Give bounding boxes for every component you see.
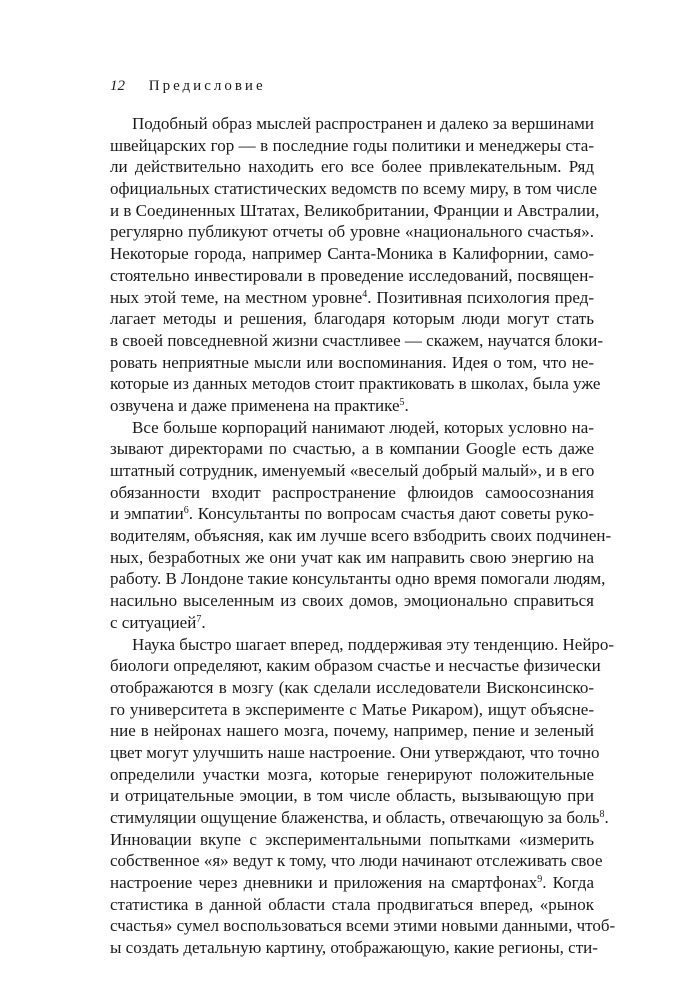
- running-head: [110, 76, 266, 96]
- text-line: [110, 634, 615, 656]
- text-line: [110, 178, 598, 200]
- text-line: [110, 221, 594, 243]
- text-line-content: определили участки мозга, которые генерируют положительные: [110, 764, 594, 784]
- text-line-content: водителям, объясняя, как им лучше всего взбодрить своих подчинен-: [110, 526, 612, 546]
- text-line-content: с ситуацией: [110, 612, 197, 632]
- footnote-reference: 6: [183, 505, 189, 517]
- text-line-content: го университета в эксперименте с Матье Рикаром), ищут объясне-: [110, 699, 594, 719]
- text-line-content: собственное «я» ведут к тому, что люди начинают отслеживать свое: [110, 851, 603, 871]
- text-line: [110, 872, 594, 894]
- text-line-content: ние в нейронах нашего мозга, почему, например, пение и зеленый: [110, 721, 594, 741]
- text-line-content: озвучена и даже применена на практике: [110, 395, 400, 415]
- text-line: [110, 503, 594, 525]
- footnote-reference: 5: [399, 396, 405, 408]
- text-line-content: лагает методы и решения, благодаря которым люди могут стать: [110, 309, 594, 329]
- text-line-continuation: .: [404, 395, 409, 415]
- text-line-continuation: .: [201, 612, 206, 632]
- text-line: [110, 525, 612, 547]
- text-line: [110, 568, 606, 590]
- footnote-reference: 8: [599, 809, 605, 820]
- text-line: [110, 850, 603, 872]
- page-number: 12: [110, 78, 125, 94]
- text-line-content: работу. В Лондоне такие консультанты одно время помогали людям,: [110, 569, 606, 589]
- text-line-content: счастья» сумел воспользоваться всеми этими новыми данными, чтоб-: [110, 916, 616, 936]
- text-line-content: ных этой теме, на местном уровне: [110, 287, 363, 307]
- text-line-content: регулярно публикуют отчеты об уровне «национального счастья».: [110, 222, 594, 242]
- text-line-content: и отрицательные эмоции, в том числе область, вызывающую при: [110, 786, 594, 806]
- text-line: [110, 156, 594, 178]
- text-line-continuation: . Когда: [542, 873, 594, 893]
- text-line-content: стоятельно инвестировали в проведение исследований, посвящен-: [110, 265, 594, 285]
- text-line: [110, 699, 594, 721]
- text-line-content: стимуляции ощущение блаженства, и область, отвечающую за боль: [110, 808, 600, 827]
- text-line-content: и в Соединенных Штатах, Великобритании, Франции и Австралии,: [110, 200, 600, 220]
- text-line: [110, 764, 594, 786]
- body-text: [110, 113, 616, 959]
- text-line: [110, 373, 601, 395]
- text-line-content: статистика в данной области стала продвигаться вперед, «рынок: [110, 894, 594, 914]
- text-line-content: в своей повседневной жизни счастливее — скажем, научатся блоки-: [110, 330, 603, 350]
- text-line: [110, 937, 598, 959]
- section-title: Предисловие: [148, 78, 266, 94]
- text-line: [110, 438, 594, 460]
- text-line-content: официальных статистических ведомств по всему миру, в том числе: [110, 179, 598, 199]
- text-line-content: Все больше корпораций нанимают людей, которых условно на-: [132, 417, 594, 437]
- text-line: [110, 113, 594, 135]
- text-line: [110, 200, 600, 222]
- text-line: [110, 417, 594, 439]
- text-line-content: швейцарских гор — в последние годы политики и менеджеры ста-: [110, 135, 594, 155]
- text-line: [110, 612, 594, 634]
- text-line: [110, 287, 594, 309]
- text-line: [110, 547, 594, 569]
- text-line-content: штатный сотрудник, именуемый «веселый добрый малый», и в его: [110, 461, 595, 480]
- text-line: [110, 395, 594, 417]
- text-line-content: Подобный образ мыслей распространен и далеко за вершинами: [132, 114, 594, 133]
- text-line: [110, 352, 594, 374]
- text-line: [110, 915, 616, 937]
- text-line-content: насильно выселенным из своих домов, эмоционально справиться: [110, 591, 594, 611]
- text-line-content: обязанности входит распространение флюидов самоосознания: [110, 482, 594, 502]
- text-line-content: Наука быстро шагает вперед, поддерживая эту тенденцию. Нейро-: [132, 634, 615, 654]
- text-line: [110, 785, 594, 807]
- text-line: [110, 829, 594, 851]
- text-line: [110, 894, 594, 916]
- text-line: [110, 243, 594, 265]
- text-line-content: Некоторые города, например Санта-Моника в Калифорнии, само-: [110, 244, 594, 264]
- text-line-content: и эмпатии: [110, 504, 184, 524]
- text-line-content: отображаются в мозгу (как сделали исследователи Висконсинско-: [110, 677, 594, 697]
- text-line: [110, 655, 601, 677]
- text-line-content: биологи определяют, каким образом счастье и несчастье физически: [110, 656, 601, 676]
- text-line: [110, 308, 594, 330]
- text-line: [110, 482, 594, 504]
- text-line-continuation: .: [604, 808, 609, 827]
- text-line-content: ы создать детальную картину, отображающую, какие регионы, сти-: [110, 938, 598, 958]
- text-line: [110, 265, 594, 287]
- text-line-content: настроение через дневники и приложения на смартфонах: [110, 873, 538, 893]
- text-line: [110, 590, 594, 612]
- text-line: [110, 135, 594, 157]
- text-line-content: Инновации вкупе с экспериментальными попытками «измерить: [110, 829, 594, 849]
- text-line-content: зывают директорами по счастью, а в компании Google есть даже: [110, 439, 594, 459]
- text-line-content: ли действительно находить его все более привлекательным. Ряд: [110, 157, 594, 177]
- text-line: [110, 742, 600, 764]
- text-line: [110, 677, 594, 699]
- text-line: [110, 330, 603, 352]
- text-line-continuation: . Позитивная психология пред-: [367, 287, 595, 307]
- text-line: [110, 807, 609, 829]
- text-line-content: ных, безработных же они учат как им направить свою энергию на: [110, 547, 594, 567]
- text-line-content: цвет могут улучшить наше настроение. Они утверждают, что точно: [110, 742, 600, 762]
- text-line: [110, 720, 594, 742]
- footnote-reference: 4: [362, 288, 368, 300]
- footnote-reference: 7: [196, 613, 202, 625]
- text-line-continuation: . Консультанты по вопросам счастья дают советы руко-: [188, 504, 594, 524]
- footnote-reference: 9: [537, 874, 543, 886]
- text-line-content: ровать неприятные мысли или воспоминания. Идея о том, что не-: [110, 352, 594, 372]
- text-line: [110, 460, 594, 482]
- text-line-content: которые из данных методов стоит практиковать в школах, была уже: [110, 374, 601, 394]
